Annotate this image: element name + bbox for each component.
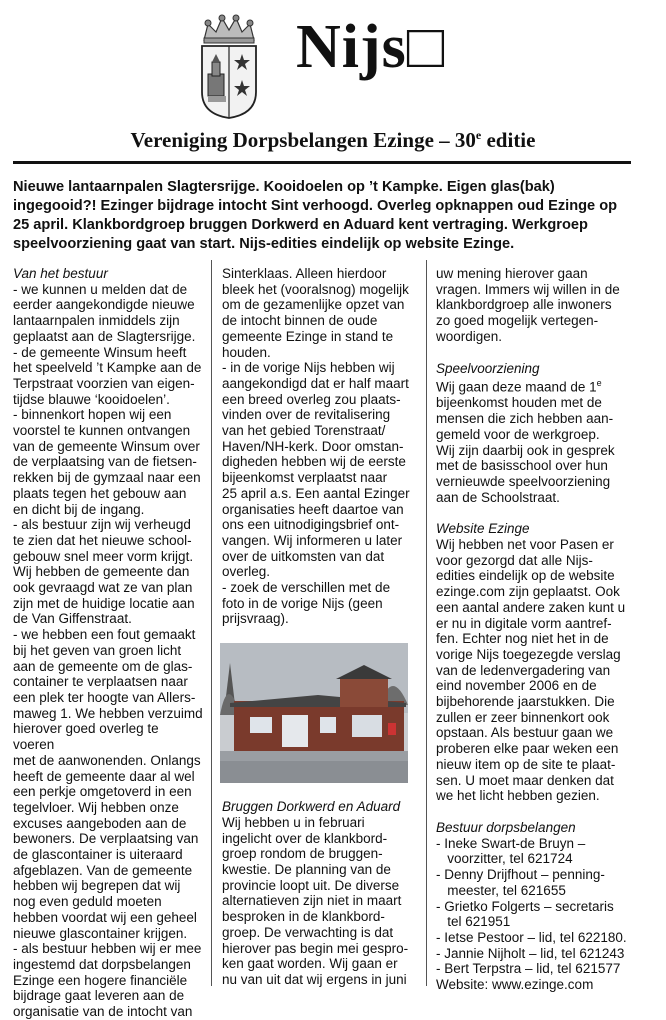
text-line: eind november 2006 en de	[436, 678, 597, 694]
text-line: vernieuwde speelvoorziening	[436, 473, 611, 489]
text-line: met de aanwonenden. Onlangs	[13, 752, 201, 768]
text-line: de Van Giffenstraat.	[13, 611, 132, 627]
text-line: - Grietko Folgerts – secretaris	[436, 898, 614, 914]
text-line: uw mening hierover gaan	[436, 266, 588, 281]
spacer	[222, 783, 418, 799]
text-line: van de gemeente Winsum over	[13, 438, 200, 454]
text-line: een breed overleg zou plaats-	[222, 391, 401, 407]
text-line: digheden hebben wij de eerste	[222, 454, 406, 470]
text-line: om de gezamenlijke opzet van	[222, 297, 405, 313]
text-line: hebben wij begrepen dat wij	[13, 878, 181, 894]
text-line: Wij hebben de gemeente dan	[13, 564, 190, 580]
lead-summary: Nieuwe lantaarnpalen Slagtersrijge. Kooidoelen op ’t Kampke. Eigen glas(bak) ingegooid?! Ezinger bijdrage intocht Sint verhoogd. Overleg opknappen oud Ezinge op 25 april. Klankbordgroep bruggen Dorkwerd en Aduard kent vertraging. Werkgroep speelvoorziening gaat van start. Nijs-edities eindelijk op website Ezinge.	[13, 179, 618, 252]
text-line: ingelicht over de klankbord-	[222, 830, 388, 846]
text-line: - we kunnen u melden dat de	[13, 281, 188, 297]
text-line: hierover pas begin mei gespro-	[222, 940, 409, 956]
text-line: mensen die zich hebben aan-	[436, 411, 614, 427]
section-title: Bruggen Dorkwerd en Aduard	[222, 799, 401, 815]
text-line: 25 april a.s. Een aantal Ezinger	[222, 485, 410, 501]
text-line: woordigen.	[436, 328, 503, 344]
masthead-title: Nijs□	[296, 13, 446, 81]
text-line: bewoners. De verplaatsing van	[13, 831, 199, 847]
text-line: een aantal andere zaken kunt u	[436, 599, 626, 615]
text-line: - binnenkort hopen wij een	[13, 407, 172, 423]
text-line: nog even geduld moeten	[13, 894, 162, 910]
column-divider	[426, 260, 427, 986]
text-line: geplaatst aan de Slagtersrijge.	[13, 328, 196, 344]
text-line: eerder aangekondigde nieuwe	[13, 297, 195, 313]
column-bestuur	[13, 266, 203, 1020]
text-line: vorige Nijs toegezegde verslag	[436, 646, 621, 662]
text-line: - als bestuur zijn wij verheugd	[13, 517, 191, 533]
text-line: bij het geven van groen licht	[13, 642, 182, 658]
text-line: lantaarnpalen inmiddels zijn	[13, 313, 180, 329]
text-line: vinden over de revitalisering	[222, 407, 391, 423]
text-line: gebouw snel meer vorm krijgt.	[13, 548, 194, 564]
text-line: container te verplaatsen naar	[13, 674, 188, 690]
spacer	[436, 505, 636, 521]
text-line: klankbordgroep alle inwoners	[436, 297, 612, 313]
text-line: aan de gemeente om de glas-	[13, 658, 193, 674]
text-line: plaats tegen het gebouw aan	[13, 485, 187, 501]
text-line: alternatieven zijn niet in maart	[222, 893, 402, 909]
text-line: ezinge.com zijn geplaatst. Ook	[436, 584, 620, 600]
header	[0, 0, 666, 152]
text-line: tijdse blauwe ‘kooidoelen’.	[13, 391, 170, 407]
text-line: over de uitkomsten van dat	[222, 548, 385, 564]
text-line: excuses aangeboden aan de	[13, 815, 187, 831]
text-line: Wij hebben net voor Pasen er	[436, 537, 614, 553]
text-line: overleg.	[222, 564, 271, 580]
text-line: tel 621951	[436, 914, 511, 930]
text-line: - in de vorige Nijs hebben wij	[222, 360, 395, 376]
text-line: voor gezorgd dat alle Nijs-	[436, 552, 593, 568]
text-line: aangekondigd dat er half maart	[222, 375, 409, 391]
text-line: groep rondom de bruggen-	[222, 846, 383, 862]
text-line: met de basisschool over hun	[436, 458, 608, 474]
text-line: gemeente Ezinge in stand te	[222, 328, 394, 344]
text-line: een perkje omgetoverd in een	[13, 784, 192, 800]
spacer	[436, 345, 636, 361]
text-line: provincie loopt uit. De diverse	[222, 877, 400, 893]
text-line: bleek het (vooralsnog) mogelijk	[222, 281, 409, 297]
text-line: - Denny Drijfhout – penning-	[436, 867, 605, 883]
edition-subtitle: Vereniging Dorpsbelangen Ezinge – 30e editie	[130, 128, 536, 152]
text-line: de intocht binnen de oude	[222, 313, 378, 329]
text-line: ook gevraagd wat ze van plan	[13, 580, 193, 596]
text-line: vragen. Immers wij willen in de	[436, 281, 620, 297]
text-line: vangen. Wij informeren u later	[222, 532, 403, 548]
text-line: groep. De verwachting is dat	[222, 924, 394, 940]
text-line: hebben voordat wij een geheel	[13, 909, 197, 925]
text-line: te zien dat het nieuwe school-	[13, 532, 192, 548]
text-line: organisatie van de intocht van	[13, 1004, 193, 1020]
text-line: Wij zijn daarbij ook in gesprek	[436, 442, 615, 458]
text-line: tegelvloer. Wij hebben onze	[13, 799, 179, 815]
text-line: - Jannie Nijholt – lid, tel 621243	[436, 945, 625, 961]
text-line: houden.	[222, 344, 271, 360]
text-line: de verplaatsing van de fietsen-	[13, 454, 197, 470]
text-line: bijdrage gaat leveren aan de	[13, 988, 185, 1004]
text-line: besproken in de klankbord-	[222, 909, 385, 925]
text-line: nieuwe glascontainer krijgen.	[13, 925, 188, 941]
text-line: heeft de gemeente daar al wel	[13, 768, 195, 784]
coat-of-arms-icon	[198, 14, 260, 120]
spacer	[436, 804, 636, 820]
text-line: - Ietse Pestoor – lid, tel 622180.	[436, 929, 627, 945]
text-line: Wij gaan deze maand de 1e	[436, 378, 602, 395]
text-line: edities eindelijk op de website	[436, 568, 615, 584]
section-title: Website Ezinge	[436, 521, 530, 537]
text-line: - Bert Terpstra – lid, tel 621577	[436, 961, 621, 977]
text-line: voorzitter, tel 621724	[436, 851, 573, 867]
text-line: - we hebben een fout gemaakt	[13, 627, 196, 643]
text-line: van de ledenvergadering van	[436, 662, 611, 678]
text-line: er nu in digitale vorm aantref-	[436, 615, 612, 631]
text-line: meester, tel 621655	[436, 882, 566, 898]
text-line: ons een uitnodigingsbrief ont-	[222, 517, 400, 533]
text-line: - Ineke Swart-de Bruyn –	[436, 835, 586, 851]
text-line: Haven/NH-kerk. Door omstan-	[222, 438, 404, 454]
text-line: Wij hebben u in februari	[222, 814, 365, 830]
text-line: sen. U moet maar denken dat	[436, 772, 614, 788]
text-line: bijeenkomst houden met de	[436, 395, 602, 411]
text-line: bijbehorende jaarstukken. Die	[436, 694, 615, 710]
text-line: ken gaat worden. Wij gaan er	[222, 956, 398, 972]
text-line: - zoek de verschillen met de	[222, 580, 391, 596]
text-line: nu van uit dat wij ergens in juni	[222, 971, 407, 987]
text-line: foto in de vorige Nijs (geen	[222, 595, 383, 611]
text-line: maweg 1. We hebben verzuimd	[13, 705, 203, 721]
text-line: het speelveld ’t Kampke aan de	[13, 360, 202, 376]
text-line: we het licht hebben gezien.	[436, 788, 600, 804]
text-line: kwestie. De planning van de	[222, 861, 391, 877]
text-line: opstaan. Als bestuur gaan we	[436, 725, 614, 741]
text-line: rekken bij de gymzaal naar een	[13, 470, 201, 486]
text-line: ingestemd dat dorpsbelangen	[13, 956, 191, 972]
section-title: Van het bestuur	[13, 266, 108, 281]
section-title: Speelvoorziening	[436, 360, 540, 376]
text-line: bijeenkomst verplaatst naar	[222, 470, 388, 486]
text-line: nieuw item op de site te plaat-	[436, 756, 616, 772]
column-middle	[222, 266, 418, 988]
website-link[interactable]: Website: www.ezinge.com	[436, 977, 594, 993]
text-line: voorstel te kunnen ontvangen	[13, 423, 191, 439]
text-line: zijn met de huidige locatie aan	[13, 595, 195, 611]
header-divider	[13, 161, 631, 164]
text-line: prijsvraag).	[222, 611, 289, 627]
text-line: aan de Schoolstraat.	[436, 489, 560, 505]
column-right	[436, 266, 636, 993]
text-line: Sinterklaas. Alleen hierdoor	[222, 266, 387, 281]
text-line: de glascontainer is uiteraard	[13, 847, 183, 863]
text-line: en dicht bij de ingang.	[13, 501, 145, 517]
text-line: Ezinge een hogere financiële	[13, 972, 188, 988]
text-line: - als bestuur hebben wij er mee	[13, 941, 202, 957]
text-line: zullen er zeer binnenkort ook	[436, 709, 610, 725]
text-line: afgeblazen. Van de gemeente	[13, 862, 193, 878]
text-line: - de gemeente Winsum heeft	[13, 344, 187, 360]
text-line: Terpstraat voorzien van eigen-	[13, 375, 195, 391]
section-title: Bestuur dorpsbelangen	[436, 820, 576, 835]
column-divider	[211, 260, 212, 986]
text-line: van het gebied Torenstraat/	[222, 423, 386, 439]
text-line: zo goed mogelijk vertegen-	[436, 313, 599, 329]
text-line: fen. Echter nog niet het in de	[436, 631, 609, 647]
text-line: proberen elke paar weken een	[436, 741, 619, 757]
text-line: organisaties heeft daartoe van	[222, 501, 404, 517]
text-line: gemeld voor de werkgroep.	[436, 426, 600, 442]
text-line: een plek ter hoogte van Allers-	[13, 689, 196, 705]
text-line: hierover goed overleg te voeren	[13, 721, 159, 753]
building-photo	[220, 643, 408, 783]
